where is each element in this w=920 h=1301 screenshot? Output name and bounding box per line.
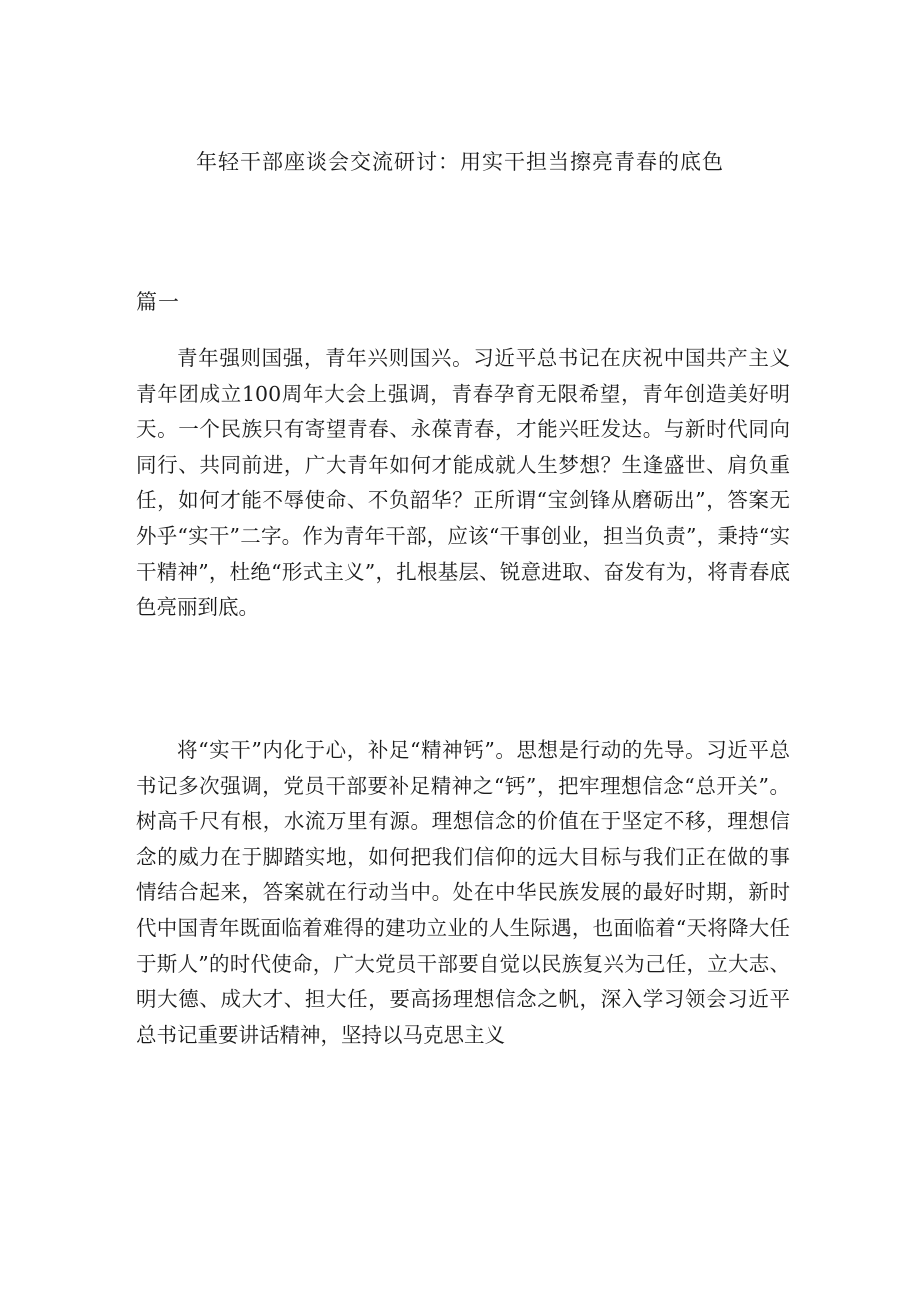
body-paragraph-2: 将“实干”内化于心，补足“精神钙”。思想是行动的先导。习近平总书记多次强调，党员干部要补足精神之“钙”，把牢理想信念“总开关”。树高千尺有根，水流万里有源。理想信念的价值在于坚定不移，理想信念的威力在于脚踏实地，如何把我们信仰的远大目标与我们正在做的事情结合起来，答案就在行动当中。处在中华民族发展的最好时期，新时代中国青年既面临着难得的建功立业的人生际遇，也面临着“天将降大任于斯人”的时代使命，广大党员干部要自觉以民族复兴为己任，立大志、明大德、成大才、担大任，要高扬理想信念之帆，深入学习领会习近平总书记重要讲话精神，坚持以马克思主义 — [136, 738, 790, 1047]
section-heading: 篇一 — [136, 290, 180, 314]
document-title: 年轻干部座谈会交流研讨：用实干担当擦亮青春的底色 — [196, 150, 724, 174]
body-paragraph-1: 青年强则国强，青年兴则国兴。习近平总书记在庆祝中国共产主义青年团成立100周年大会上强调，青春孕育无限希望，青年创造美好明天。一个民族只有寄望青春、永葆青春，才能兴旺发达。与新时代同向同行、共同前进，广大青年如何才能成就人生梦想？生逢盛世、肩负重任，如何才能不辱使命、不负韶华？正所谓“宝剑锋从磨砺出”，答案无外乎“实干”二字。作为青年干部，应该“干事创业，担当负责”，秉持“实干精神”，杜绝“形式主义”，扎根基层、锐意进取、奋发有为，将青春底色亮丽到底。 — [136, 346, 790, 620]
